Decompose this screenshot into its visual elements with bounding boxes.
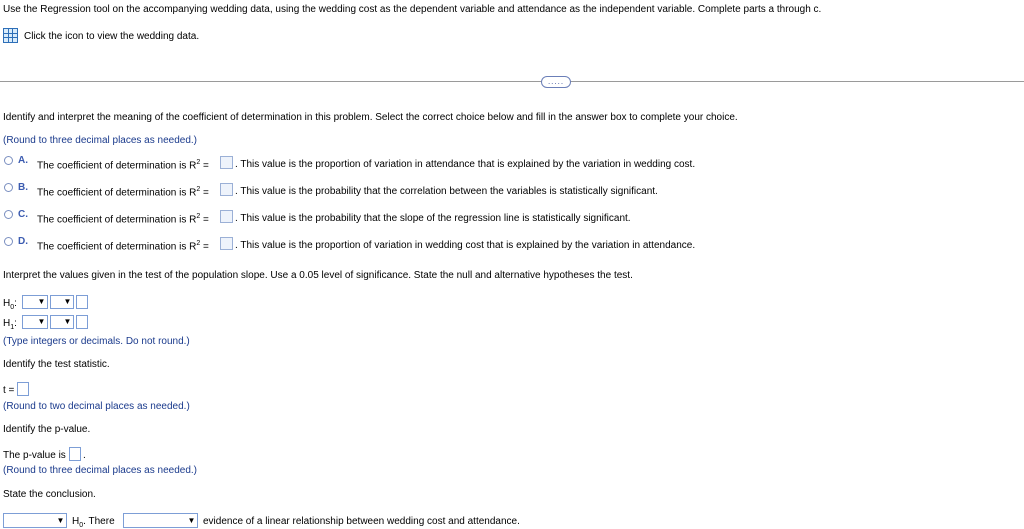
option-d-text: The coefficient of determination is $R^2$ = bbox=[37, 240, 209, 253]
conclusion-h0-text: $H_0$. There bbox=[72, 516, 115, 529]
r2-round-note: (Round to three decimal places as needed.) bbox=[3, 135, 198, 146]
option-b-text: The coefficient of determination is $R^2$ = bbox=[37, 186, 209, 199]
pvalue-input[interactable] bbox=[69, 447, 81, 461]
option-c-letter: C. bbox=[18, 209, 28, 220]
option-d-radio[interactable] bbox=[4, 237, 13, 246]
test-stat-prompt: Identify the test statistic. bbox=[3, 359, 110, 370]
expand-more-button[interactable]: ..... bbox=[541, 76, 571, 88]
conclusion-tail-text: evidence of a linear relationship between wedding cost and attendance. bbox=[203, 516, 520, 527]
data-table-icon[interactable] bbox=[3, 28, 18, 43]
pvalue-period: . bbox=[83, 450, 86, 461]
option-c-radio[interactable] bbox=[4, 210, 13, 219]
h0-value-input[interactable] bbox=[76, 295, 88, 309]
data-link-text: Click the icon to view the wedding data. bbox=[24, 31, 200, 42]
option-c-text: The coefficient of determination is $R^2$ = bbox=[37, 213, 209, 226]
slope-question: Interpret the values given in the test of the population slope. Use a 0.05 level of significance. State the null and alternative hypotheses the test. bbox=[3, 270, 633, 281]
pvalue-prompt: Identify the p-value. bbox=[3, 424, 91, 435]
h0-operator-dropdown[interactable] bbox=[50, 295, 74, 309]
chevron-down-icon: ▼ bbox=[56, 516, 65, 525]
r2-question: Identify and interpret the meaning of the coefficient of determination in this problem. Select the correct choice below and fill in the answer box to complete your choice. bbox=[3, 112, 738, 123]
section-divider bbox=[0, 81, 1024, 82]
option-d-answer-box[interactable] bbox=[220, 237, 233, 250]
option-d-letter: D. bbox=[18, 236, 28, 247]
option-b-answer-box[interactable] bbox=[220, 183, 233, 196]
t-round-note: (Round to two decimal places as needed.) bbox=[3, 401, 190, 412]
chevron-down-icon: ▼ bbox=[63, 297, 72, 306]
h1-parameter-dropdown[interactable] bbox=[22, 315, 48, 329]
option-b-letter: B. bbox=[18, 182, 28, 193]
chevron-down-icon: ▼ bbox=[37, 317, 46, 326]
pvalue-round-note: (Round to three decimal places as needed.) bbox=[3, 465, 198, 476]
option-a-radio[interactable] bbox=[4, 156, 13, 165]
t-label: t = bbox=[3, 385, 15, 396]
h1-operator-dropdown[interactable] bbox=[50, 315, 74, 329]
h0-parameter-dropdown[interactable] bbox=[22, 295, 48, 309]
conclusion-prompt: State the conclusion. bbox=[3, 489, 96, 500]
problem-instruction: Use the Regression tool on the accompanying wedding data, using the wedding cost as the dependent variable and attendance as the independent variable. Complete parts a through c. bbox=[3, 4, 822, 15]
option-a-text: The coefficient of determination is $R^2$ = bbox=[37, 159, 209, 172]
option-a-interpretation: . This value is the proportion of variation in attendance that is explained by the variation in wedding cost. bbox=[235, 159, 696, 170]
option-d-interpretation: . This value is the proportion of variation in wedding cost that is explained by the variation in attendance. bbox=[235, 240, 696, 251]
t-statistic-input[interactable] bbox=[17, 382, 29, 396]
option-a-answer-box[interactable] bbox=[220, 156, 233, 169]
h1-value-input[interactable] bbox=[76, 315, 88, 329]
option-a-letter: A. bbox=[18, 155, 28, 166]
chevron-down-icon: ▼ bbox=[63, 317, 72, 326]
pvalue-label: The p-value is bbox=[3, 450, 66, 461]
chevron-down-icon: ▼ bbox=[187, 516, 196, 525]
option-b-radio[interactable] bbox=[4, 183, 13, 192]
type-note: (Type integers or decimals. Do not round.) bbox=[3, 336, 190, 347]
option-b-interpretation: . This value is the probability that the correlation between the variables is statistically significant. bbox=[235, 186, 658, 197]
conclusion-decision-dropdown[interactable] bbox=[3, 513, 67, 528]
h0-label: $H_0$: bbox=[3, 298, 17, 311]
chevron-down-icon: ▼ bbox=[37, 297, 46, 306]
conclusion-evidence-dropdown[interactable] bbox=[123, 513, 198, 528]
option-c-answer-box[interactable] bbox=[220, 210, 233, 223]
option-c-interpretation: . This value is the probability that the slope of the regression line is statistically significant. bbox=[235, 213, 631, 224]
h1-label: $H_1$: bbox=[3, 318, 17, 331]
